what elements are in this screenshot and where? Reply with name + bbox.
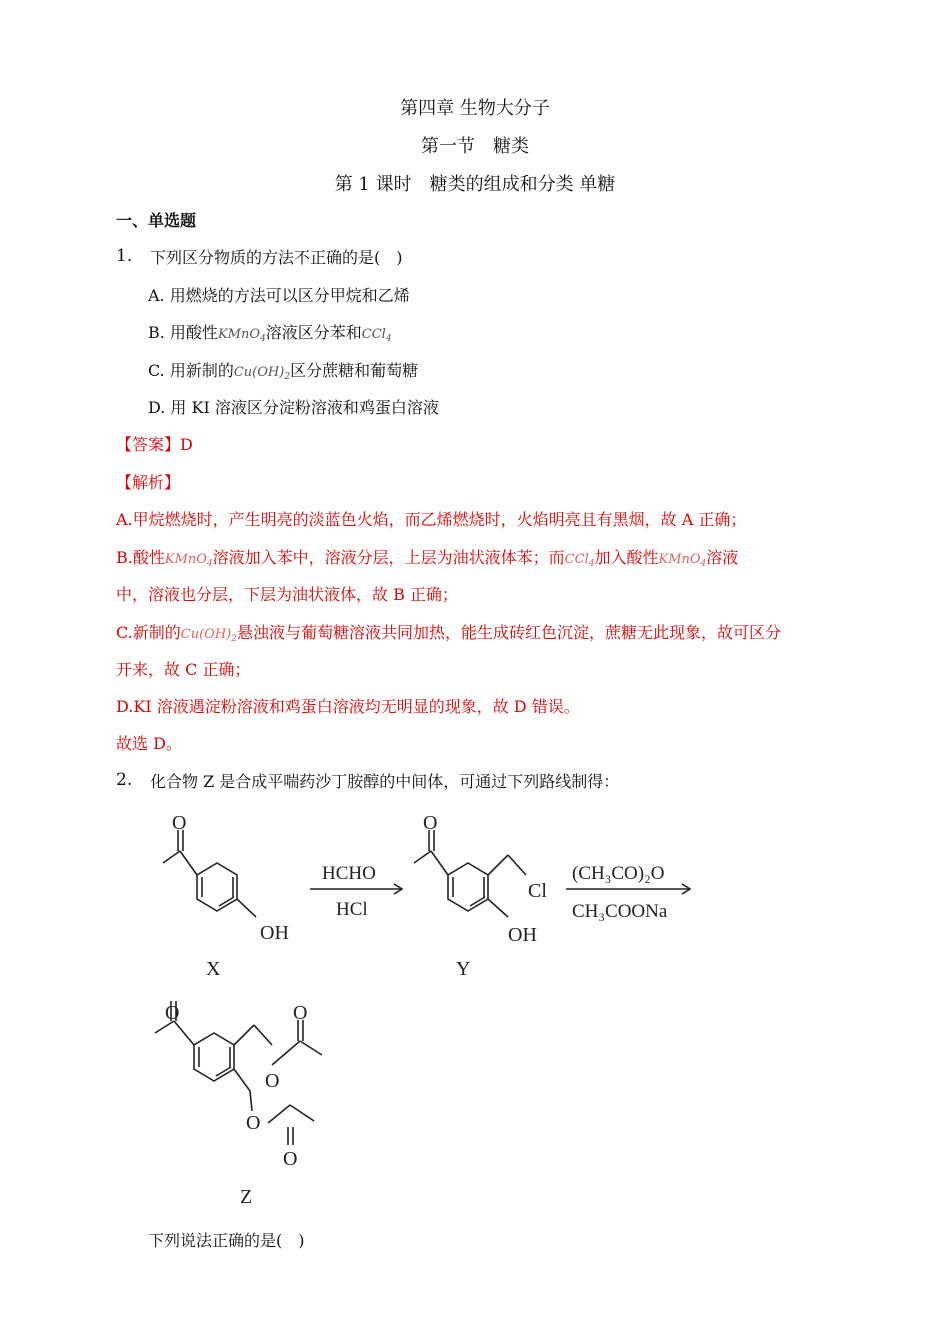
analysis-formula-cuoh2-sub: 2 [231,634,237,644]
formula-kmno4 [218,327,266,342]
analysis-formula-ccl4-sub: 4 [588,559,595,569]
compound-y-structure [414,830,526,917]
analysis-formula-kmno4-main: KMnO [164,552,207,567]
reagent-1-bottom: HCl [336,899,368,920]
reaction-scheme [150,805,730,1215]
reagent-2-bottom: CH₃COONa [572,901,668,922]
analysis-formula-kmno4-2-sub: 4 [700,559,707,569]
analysis-b-line1 [116,545,738,569]
x-ketone-o: O [172,812,187,834]
analysis-formula-ccl4-main: CCl [564,552,589,567]
z-carbonyl-o-1: O [293,1002,308,1024]
option-c-suffix: 区分蔗糖和葡萄糖 [290,361,419,380]
analysis-formula-kmno4-sub: 4 [206,559,213,569]
formula-cuoh2-main: Cu(OH) [233,365,285,380]
formula-kmno4-sub: 4 [260,334,266,344]
y-cl-label: Cl [528,880,547,902]
analysis-formula-cuoh2-main: Cu(OH) [180,627,232,642]
compound-x-structure [163,830,256,917]
option-c [148,358,418,382]
analysis-c-line1 [116,620,781,644]
option-b-middle: 溶液区分苯和 [265,323,362,342]
lesson-title: 第 1 课时 糖类的组成和分类 单糖 [334,174,616,195]
question-1-stem: 下列区分物质的方法不正确的是( ) [150,248,403,267]
analysis-conclusion: 故选 D。 [116,734,182,753]
compound-y-label: Y [456,958,471,980]
reagent-1-top: HCHO [322,863,376,884]
analysis-a: A.甲烷燃烧时，产生明亮的淡蓝色火焰，而乙烯燃烧时，火焰明亮且有黑烟，故 A 正确； [116,510,747,529]
analysis-b-suffix: 溶液 [706,548,739,567]
answer: 【答案】D [116,435,193,454]
question-2-number: 2. [116,770,133,790]
question-2-ask: 下列说法正确的是( ) [148,1231,305,1250]
compound-x-label: X [206,958,221,980]
analysis-b-middle: 溶液加入苯中，溶液分层，上层为油状液体苯；而 [212,548,565,567]
option-b [148,320,392,344]
compound-z-label: Z [240,1186,253,1208]
chapter-title: 第四章 生物大分子 [400,98,550,119]
option-c-prefix: C. 用新制的 [148,361,234,380]
analysis-b-middle2: 加入酸性 [594,548,659,567]
z-ketone-o: O [165,1002,180,1024]
formula-ccl4-sub: 4 [385,334,392,344]
analysis-b-prefix: B.酸性 [116,548,165,567]
z-ester-o-2: O [246,1112,261,1134]
analysis-label: 【解析】 [116,473,181,492]
formula-ccl4 [362,327,392,342]
formula-kmno4-main: KMnO [217,327,260,342]
analysis-formula-kmno4-2 [658,552,706,567]
formula-ccl4-main: CCl [361,327,386,342]
analysis-c-suffix: 悬浊液与葡萄糖溶液共同加热，能生成砖红色沉淀，蔗糖无此现象，故可区分 [236,623,781,642]
section-title: 第一节 糖类 [421,136,529,157]
z-ester-o-1: O [265,1070,280,1092]
option-d: D. 用 KI 溶液区分淀粉溶液和鸡蛋白溶液 [148,398,439,417]
analysis-formula-ccl4 [565,552,595,567]
z-carbonyl-o-2: O [283,1148,298,1170]
reagent-2-top: (CH₃CO)₂O [572,863,665,884]
analysis-formula-kmno4-2-main: KMnO [658,552,701,567]
y-ketone-o: O [423,812,438,834]
analysis-d: D.KI 溶液遇淀粉溶液和鸡蛋白溶液均无明显的现象，故 D 错误。 [116,697,580,716]
analysis-formula-cuoh2 [181,627,237,642]
analysis-c-line2: 开来，故 C 正确； [116,660,251,679]
analysis-c-prefix: C.新制的 [116,623,181,642]
part-title: 一、单选题 [116,211,197,230]
question-2-stem: 化合物 Z 是合成平喘药沙丁胺醇的中间体，可通过下列路线制得： [150,772,620,791]
option-b-prefix: B. 用酸性 [148,323,218,342]
question-1-number: 1. [116,246,133,266]
x-oh-label: OH [260,922,289,944]
option-a: A. 用燃烧的方法可以区分甲烷和乙烯 [148,286,410,305]
y-oh-label: OH [508,924,537,946]
analysis-formula-kmno4 [165,552,213,567]
analysis-b-line2: 中，溶液也分层，下层为油状液体，故 B 正确； [116,585,458,604]
formula-cuoh2-sub: 2 [284,372,291,382]
formula-cuoh2 [234,365,290,380]
